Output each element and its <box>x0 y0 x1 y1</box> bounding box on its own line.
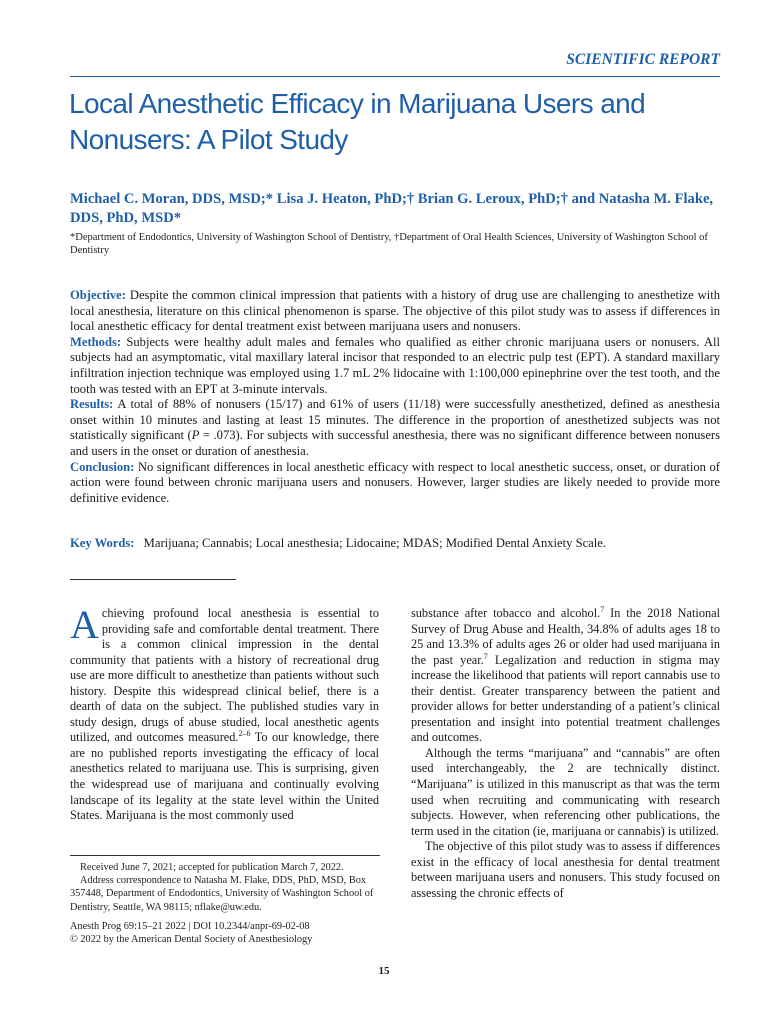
body-column-right <box>411 606 720 901</box>
journal-citation: Anesth Prog 69:15–21 2022 | DOI 10.2344/anpr-69-02-08 <box>70 921 310 932</box>
affiliations: *Department of Endodontics, University of Washington School of Dentistry, †Department of Oral Health Sciences, University of Washington School of Dentistry <box>70 232 708 257</box>
abstract-objective <box>70 288 720 335</box>
intro-text-1d: In the 2018 National Survey of Drug Abuse and Health, 34.8% of adults ages 18 to 25 and 13.3% of adults ages 26 or older had used marijuana in the past year. <box>411 606 721 667</box>
article-title: Local Anesthetic Efficacy in Marijuana Users and Nonusers: A Pilot Study <box>69 88 646 155</box>
intro-paragraph-1-cont <box>411 606 720 746</box>
section-rule <box>70 76 720 77</box>
citation-ref: 7 <box>483 651 488 661</box>
intro-paragraph-3: The objective of this pilot study was to assess if differences exist in the efficacy of local anesthesia for dental treatment between marijuana users and nonusers. This study focused on assessing the chronic effects of <box>411 839 720 900</box>
results-p-symbol: P <box>191 428 200 443</box>
intro-paragraph-2: Although the terms “marijuana” and “cannabis” are often used interchangeably, the 2 are technically distinct. “Marijuana” is utilized in this manuscript as that was the term used when recruiting and communicating with research subjects. However, when referencing other publications, the term used in the citation (ie, marijuana or cannabis) is utilized. <box>411 745 720 838</box>
page-number: 15 <box>378 965 390 977</box>
methods-text: Subjects were healthy adult males and females who qualified as either chronic marijuana users or nonusers. All subjects had an asymptomatic, vital maxillary lateral incisor that responded to an electric pulp test (EPT). A standard maxillary infiltration injection technique was employed using 1.7 mL 2% lidocaine with 1:100,000 epinephrine over the test tooth, and the tooth was tested with an EPT at 3-minute intervals. <box>70 334 720 396</box>
section-divider <box>70 579 236 580</box>
citation-ref: 2–6 <box>238 729 251 739</box>
results-label: Results: <box>70 397 114 412</box>
methods-label: Methods: <box>70 334 122 349</box>
intro-text-1a: chieving profound local anesthesia is essential to providing safe and comfortable dental treatment. There is a common clinical impression in the dental community that patients with a history of recreational drug use are more difficult to anesthetize than patients without such history. Despite this widespread clinical belief, there is a dearth of data on the subject. The published studies vary in study design, drugs of abuse studied, local anesthetic agents utilized, and outcomes measured. <box>70 606 379 745</box>
drop-cap: A <box>70 602 99 647</box>
keywords-text: Marijuana; Cannabis; Local anesthesia; Lidocaine; MDAS; Modified Dental Anxiety Scale. <box>143 536 607 550</box>
copyright: © 2022 by the American Dental Society of Anesthesiology <box>70 934 313 946</box>
footnote <box>70 861 380 914</box>
received-date: Received June 7, 2021; accepted for publication March 7, 2022. <box>80 862 344 873</box>
correspondence-address: Address correspondence to Natasha M. Flake, DDS, PhD, MSD, Box 357448, Department of Endodontics, University of Washington School of Dentistry, Seattle, WA 98115; nflake@uw.edu. <box>70 875 374 913</box>
results-text-end: = .073). For subjects with successful anesthesia, there was no significant difference between nonusers and users in the onset or duration of anesthesia. <box>70 428 720 458</box>
conclusion-text: No significant differences in local anesthetic efficacy with respect to local anesthetic success, onset, or duration of action were found between chronic marijuana users and nonusers. However, larger studies are likely needed to provide more definitive evidence. <box>70 459 720 505</box>
citation-ref: 7 <box>600 604 605 614</box>
footnote-rule <box>70 855 380 856</box>
keywords-label: Key Words: <box>70 536 135 550</box>
objective-text: Despite the common clinical impression that patients with a history of drug use are challenging to anesthetize with local anesthesia, literature on this clinical phenomenon is sparse. The objective of this pilot study was to assess if differences in local anesthetic efficacy for dental treatment exist between marijuana users and nonusers. <box>70 288 720 334</box>
body-column-left <box>70 602 379 824</box>
intro-text-1c: substance after tobacco and alcohol. <box>411 606 601 620</box>
intro-text-1e: Legalization and reduction in stigma may increase the likelihood that patients will report cannabis use to their dentist. Greater transparency between the patient and provider allows for better understanding of a patient’s clinical presentation and insight into potential treatment challenges and outcomes. <box>411 652 720 745</box>
abstract-results <box>70 397 720 459</box>
keywords <box>70 536 720 552</box>
journal-info <box>70 920 380 946</box>
intro-text-1b: To our knowledge, there are no published reports investigating the efficacy of local anesthetics related to marijuana use. This is surprising, given the widespread use of marijuana and continually evolving landscape of its legality at the state level within the United States. Marijuana is the most commonly used <box>70 730 379 823</box>
conclusion-label: Conclusion: <box>70 459 135 474</box>
abstract <box>70 288 720 506</box>
intro-paragraph-1 <box>70 602 379 824</box>
author-list: Michael C. Moran, DDS, MSD;* Lisa J. Heaton, PhD;† Brian G. Leroux, PhD;† and Natasha M. Flake, DDS, PhD, MSD* <box>70 191 714 226</box>
objective-label: Objective: <box>70 288 126 302</box>
abstract-conclusion <box>70 460 720 507</box>
section-label: SCIENTIFIC REPORT <box>566 51 720 68</box>
abstract-methods <box>70 335 720 397</box>
results-text: A total of 88% of nonusers (15/17) and 61% of users (11/18) were successfully anesthetized, defined as anesthesia onset within 10 minutes and lasting at least 15 minutes. The difference in the proportion of anesthetized subjects was not statistically significant ( <box>70 397 720 443</box>
